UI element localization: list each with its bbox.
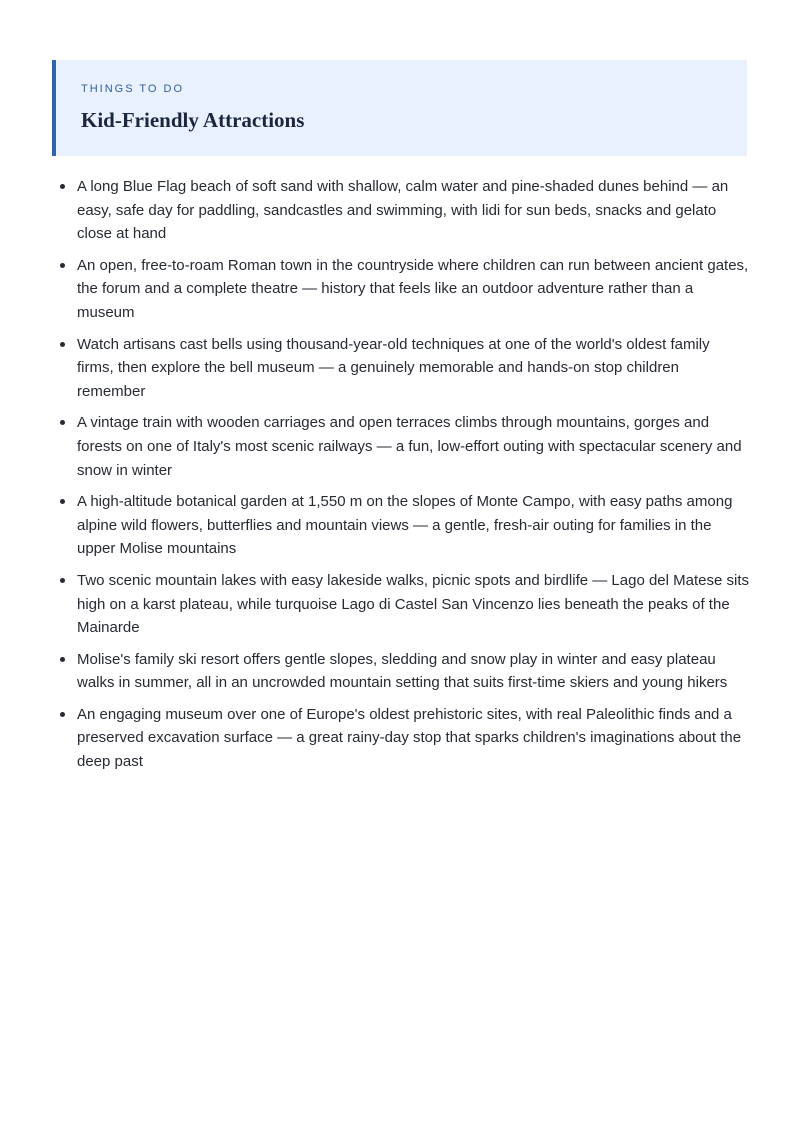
section-title: Kid-Friendly Attractions xyxy=(81,108,305,132)
attraction-item xyxy=(77,490,749,561)
attraction-text: A high-altitude botanical garden at 1,550 m on the slopes of Monte Campo, with easy paths among alpine wild flowers, butterflies and mountain views — a gentle, fresh-air outing for families in the upper Molise mountains xyxy=(77,493,733,558)
attraction-text: Two scenic mountain lakes with easy lakeside walks, picnic spots and birdlife — Lago del Matese sits high on a karst plateau, while turquoise Lago di Castel San Vincenzo lies beneath the peaks of the Mainarde xyxy=(77,571,749,637)
bullet-icon xyxy=(60,342,65,347)
attraction-text: A long Blue Flag beach of soft sand with shallow, calm water and pine-shaded dunes behind — an easy, safe day for paddling, sandcastles and swimming, with lidi for sun beds, snacks and gelato close at hand xyxy=(77,178,729,243)
bullet-icon xyxy=(60,499,65,504)
attraction-item xyxy=(77,703,749,774)
attraction-text: An engaging museum over one of Europe's oldest prehistoric sites, with real Paleolithic finds and a preserved excavation surface — a great rainy-day stop that sparks children's imaginations about the deep past xyxy=(77,705,742,771)
attractions-list xyxy=(77,175,749,782)
bullet-icon xyxy=(60,712,65,717)
bullet-icon xyxy=(60,578,65,583)
section-header xyxy=(52,60,747,156)
attraction-text: Watch artisans cast bells using thousand-year-old techniques at one of the world's oldest family firms, then explore the bell museum — a genuinely memorable and hands-on stop children remember xyxy=(77,335,710,400)
bullet-icon xyxy=(60,184,65,189)
attraction-item xyxy=(77,333,749,404)
bullet-icon xyxy=(60,657,65,662)
attraction-text: A vintage train with wooden carriages and open terraces climbs through mountains, gorges and forests on one of Italy's most scenic railways — a fun, low-effort outing with spectacular scenery and snow in winter xyxy=(77,414,742,479)
attraction-text: Molise's family ski resort offers gentle slopes, sledding and snow play in winter and easy plateau walks in summer, all in an uncrowded mountain setting that suits first-time skiers and young hikers xyxy=(77,650,728,692)
attraction-item xyxy=(77,569,749,640)
bullet-icon xyxy=(60,420,65,425)
attraction-item xyxy=(77,648,749,695)
bullet-icon xyxy=(60,263,65,268)
attraction-item xyxy=(77,254,749,325)
section-eyebrow: THINGS TO DO xyxy=(81,83,185,95)
attraction-text: An open, free-to-roam Roman town in the countryside where children can run between ancient gates, the forum and a complete theatre — history that feels like an outdoor adventure rather than a museum xyxy=(77,256,749,321)
attraction-item xyxy=(77,175,749,246)
attraction-item xyxy=(77,411,749,482)
